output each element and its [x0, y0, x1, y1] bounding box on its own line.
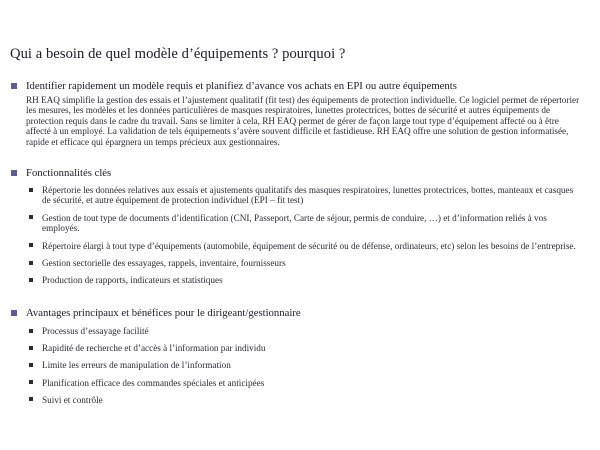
list-item-text: Production de rapports, indicateurs et statistiques [42, 275, 223, 286]
list-item-text: Rapidité de recherche et d’accès à l’information par individu [42, 343, 266, 354]
bullet-icon [29, 329, 33, 333]
list-item [10, 241, 582, 251]
section-heading-text: Avantages principaux et bénéfices pour le dirigeant/gestionnaire [26, 307, 301, 319]
section-heading [10, 167, 590, 180]
list-item-text: Gestion sectorielle des essayages, rappels, inventaire, fournisseurs [42, 258, 286, 269]
bullet-icon [29, 278, 33, 282]
list-item-text: Répertoire élargi à tout type d’équipements (automobile, équipement de sécurité ou de défense, ordinateurs, etc) selon les besoins de l’entreprise. [42, 240, 576, 251]
list-item [10, 360, 582, 370]
list-item [10, 378, 582, 388]
bullet-icon [29, 397, 33, 401]
list-item-text: Processus d’essayage facilité [42, 326, 149, 336]
section-heading [10, 80, 590, 93]
list-item-text: Répertorie les données relatives aux essais et ajustements qualitatifs des masques respiratoires, lunettes protectrices, bottes, manteaux et casques de sécurité, et autre équipement de protection individuel (EPI – fit test) [42, 185, 574, 206]
section-identify-model [10, 80, 590, 147]
square-bullet-icon [11, 83, 17, 89]
bullet-icon [29, 188, 33, 192]
bullet-icon [29, 261, 33, 265]
bullet-icon [29, 243, 33, 247]
list-item [10, 213, 582, 234]
bullet-icon [29, 346, 33, 350]
list-item [10, 185, 582, 206]
bullet-icon [29, 215, 33, 219]
list-item-text: Planification efficace des commandes spéciales et anticipées [42, 377, 265, 388]
list-item [10, 395, 582, 405]
section-main-benefits [10, 307, 590, 405]
section-key-features [10, 167, 590, 286]
section-paragraph: RH EAQ simplifie la gestion des essais et l’ajustement qualitatif (fit test) des équipements de protection individuelle. Ce logiciel permet de répertorier les mesures, les modèles et les données particulières de masques respiratoires, lunettes protectrices, bottes de sécurité et autres équipements de protection requis dans le cadre du travail. Sans se limiter à cela, RH EAQ permet de gérer de façon large tout type d’équipement affecté ou à être affecté à un employé. La validation de tels équipements s’avère souvent difficile et fastidieuse. RH EAQ offre une solution de gestion informatisée, rapide et efficace qui épargnera un temps précieux aux gestionnaires. [26, 95, 580, 147]
page-title: Qui a besoin de quel modèle d’équipements ? pourquoi ? [10, 46, 346, 62]
square-bullet-icon [11, 310, 17, 316]
feature-list [10, 185, 590, 286]
list-item-text: Suivi et contrôle [42, 394, 103, 405]
list-item [10, 275, 582, 285]
bullet-icon [29, 363, 33, 367]
square-bullet-icon [11, 170, 17, 176]
section-heading-text: Fonctionnalités clés [26, 167, 112, 179]
section-heading-text: Identifier rapidement un modèle requis et planifiez d’avance vos achats en EPI ou autre équipements [26, 80, 457, 92]
list-item [10, 258, 582, 268]
list-item-text: Limite les erreurs de manipulation de l’information [42, 360, 231, 371]
list-item [10, 343, 582, 353]
list-item [10, 326, 582, 336]
benefit-list [10, 326, 590, 405]
section-heading [10, 307, 590, 320]
list-item-text: Gestion de tout type de documents d’identification (CNI, Passeport, Carte de séjour, permis de conduire, …) et d’information reliés à vos employés. [42, 212, 547, 234]
bullet-icon [29, 380, 33, 384]
